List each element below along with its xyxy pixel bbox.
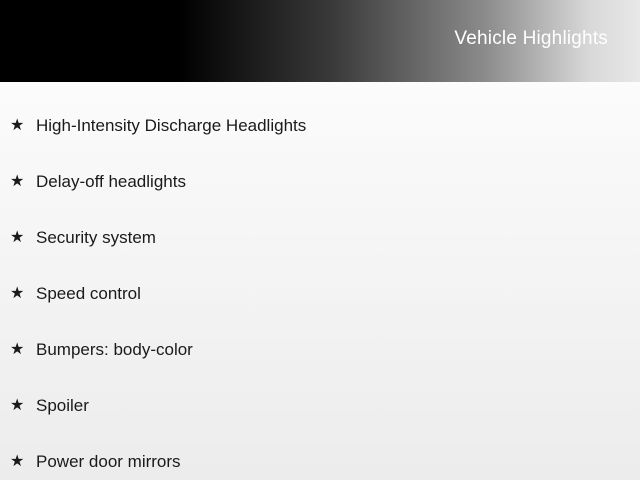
list-item xyxy=(0,434,640,490)
list-item-label: Security system xyxy=(36,227,156,247)
page-title: Vehicle Highlights xyxy=(454,28,608,49)
star-icon: ★ xyxy=(10,117,25,134)
star-icon: ★ xyxy=(10,285,25,302)
star-icon: ★ xyxy=(10,229,25,246)
header-band xyxy=(0,0,640,82)
highlights-list xyxy=(0,98,640,490)
list-item xyxy=(0,322,640,378)
list-item-label: Spoiler xyxy=(36,395,89,415)
list-item-label: High-Intensity Discharge Headlights xyxy=(36,115,307,135)
list-item xyxy=(0,378,640,434)
list-item-label: Bumpers: body-color xyxy=(36,339,193,359)
highlights-list-container xyxy=(0,82,640,490)
list-item-label: Power door mirrors xyxy=(36,451,181,471)
star-icon: ★ xyxy=(10,341,25,358)
list-item xyxy=(0,98,640,154)
list-item-label: Delay-off headlights xyxy=(36,171,186,191)
star-icon: ★ xyxy=(10,453,25,470)
star-icon: ★ xyxy=(10,397,25,414)
list-item xyxy=(0,266,640,322)
star-icon: ★ xyxy=(10,173,25,190)
list-item xyxy=(0,210,640,266)
list-item-label: Speed control xyxy=(36,283,141,303)
list-item xyxy=(0,154,640,210)
